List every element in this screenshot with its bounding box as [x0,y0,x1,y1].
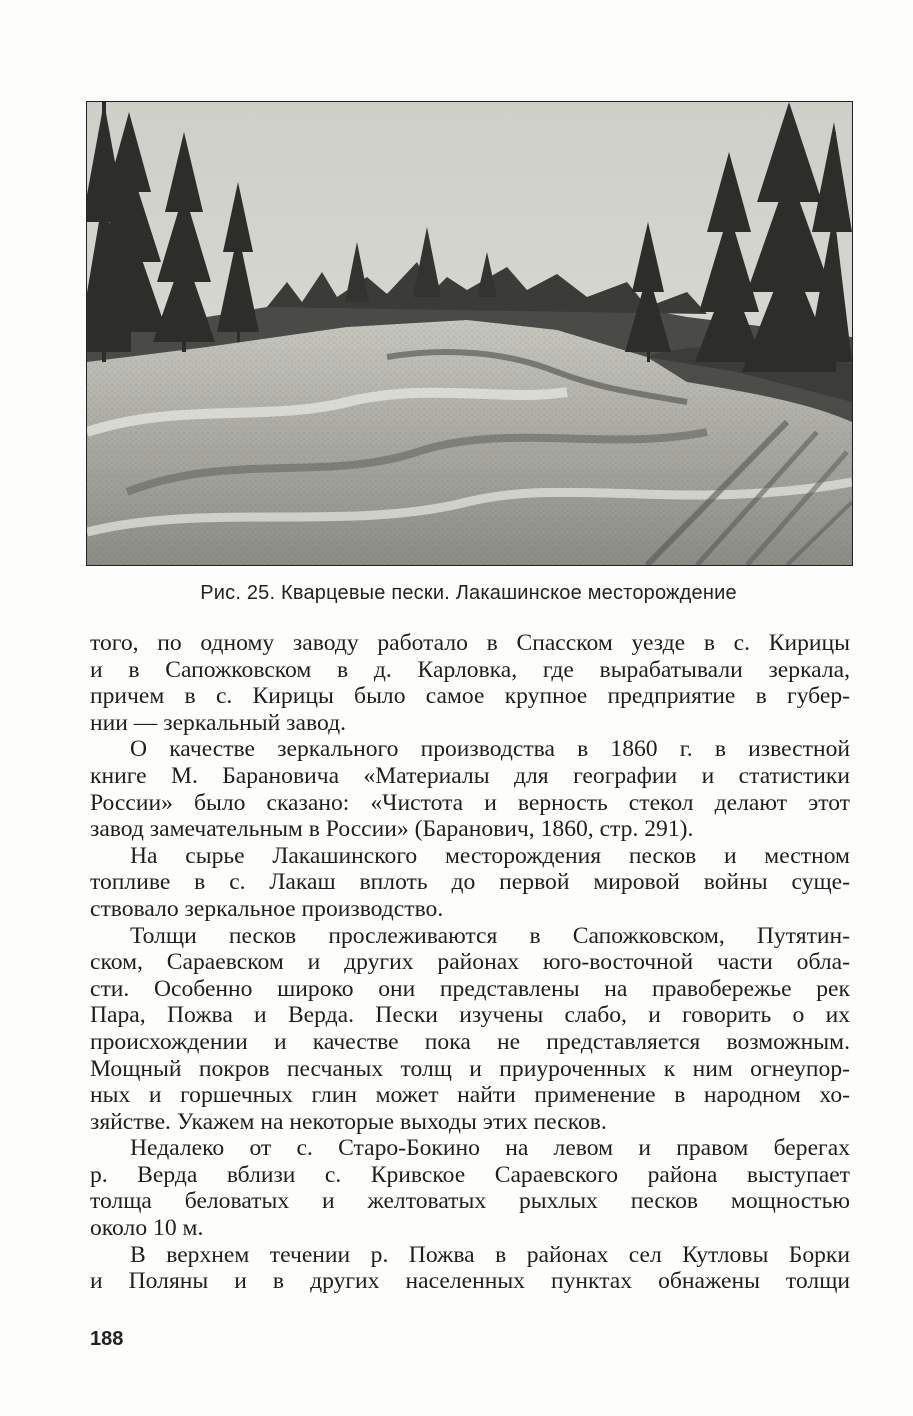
body-text [90,630,850,1295]
text-line: Пара, Пожва и Верда. Пески изучены слабо, и говорить о их [90,1002,850,1029]
text-line: В верхнем течении р. Пожва в районах сел Кутловы Борки [130,1241,850,1268]
text-line: завод замечательным в России» (Баранович, 1860, стр. 291). [90,816,694,843]
text-line: книге М. Барановича «Материалы для географии и статистики [90,762,850,789]
page-number: 188 [90,1328,124,1350]
text-line: На сырье Лакашинского месторождения песков и местном [130,842,850,869]
text-line: России» было сказано: «Чистота и верность стекол делают этот [90,789,850,816]
paragraph [90,843,850,923]
figure-caption: Рис. 25. Кварцевые пески. Лакашинское месторождение [200,582,737,604]
paragraph [90,630,850,736]
text-line: Недалеко от с. Старо-Бокино на левом и правом берегах [130,1135,850,1162]
text-line: Мощный покров песчаных толщ и приуроченных к ним огнеупор- [90,1055,850,1082]
paragraph [90,736,850,842]
text-line: и Поляны и в других населенных пунктах обнажены толщи [90,1268,850,1295]
text-line: ствовало зеркальное производство. [90,895,444,922]
paragraph [90,1242,850,1295]
text-line: топливе в с. Лакаш вплоть до первой мировой войны суще- [90,869,850,896]
text-line: ных и горшечных глин может найти применение в народном хо- [90,1082,850,1109]
text-line: около 10 м. [90,1215,204,1242]
text-line: причем в с. Кирицы было самое крупное предприятие в губер- [90,683,850,710]
text-line: зяйстве. Укажем на некоторые выходы этих песков. [90,1108,607,1135]
text-line: происхождении и качестве пока не представляется возможным. [90,1028,850,1055]
text-line: р. Верда вблизи с. Кривское Сараевского района выступает [90,1161,850,1188]
text-line: сти. Особенно широко они представлены на правобережье рек [90,975,850,1002]
text-line: ском, Сараевском и других районах юго-восточной части обла- [90,949,850,976]
paragraph [90,1135,850,1241]
paragraph [90,923,850,1136]
figure-photo-quartz-sands [86,101,853,566]
text-line: того, по одному заводу работало в Спасском уезде в с. Кирицы [90,630,850,656]
text-line: толща беловатых и желтоватых рыхлых песков мощностью [90,1188,850,1215]
text-line: О качестве зеркального производства в 1860 г. в известной [130,736,850,763]
text-line: нии — зеркальный завод. [90,709,346,736]
text-line: Толщи песков прослеживаются в Сапожковском, Путятин- [130,922,850,949]
text-line: и в Сапожковском в д. Карловка, где вырабатывали зеркала, [90,656,850,683]
